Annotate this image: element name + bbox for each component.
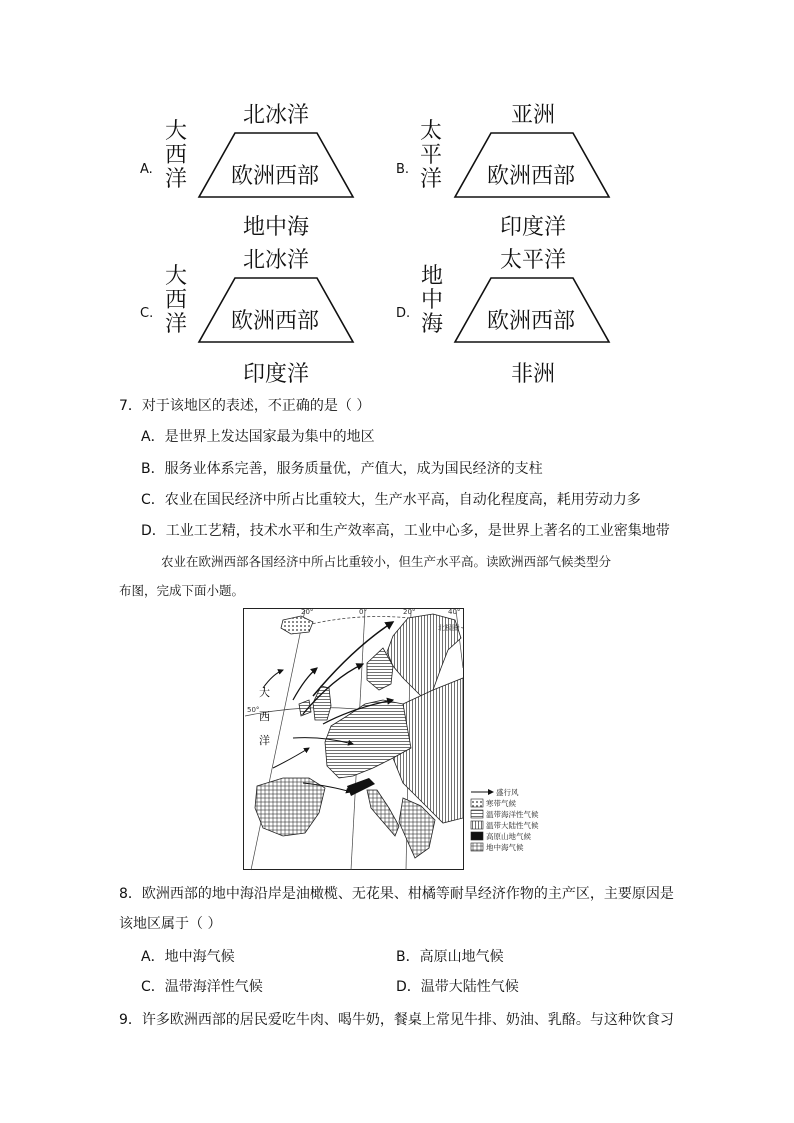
europe-climate-map bbox=[243, 608, 543, 870]
diagram-side-label: 地中海 bbox=[420, 264, 443, 337]
diagram-bottom-label: 地中海 bbox=[243, 215, 310, 240]
horizontal-lines-swatch bbox=[471, 810, 483, 818]
passage-line: 农业在欧洲西部各国经济中所占比重较小，但生产水平高。读欧洲西部气候类型分 bbox=[161, 554, 612, 569]
option-c: C．农业在国民经济中所占比重较大，生产水平高，自动化程度高，耗用劳动力多 bbox=[141, 492, 641, 508]
dotted-swatch bbox=[471, 799, 483, 807]
legend-label: 寒带气候 bbox=[486, 799, 516, 808]
ocean-label: 大 bbox=[259, 686, 270, 699]
option-letter: D. bbox=[396, 306, 411, 321]
diagram-side-label: 大西洋 bbox=[164, 119, 187, 192]
black-swatch bbox=[471, 832, 483, 840]
option-b: B．高原山地气候 bbox=[396, 949, 504, 965]
option-b: B．服务业体系完善，服务质量优，产值大，成为国民经济的支柱 bbox=[141, 461, 543, 477]
longitude-label: 40° bbox=[448, 608, 461, 616]
diagram-center-label: 欧洲西部 bbox=[231, 309, 320, 334]
longitude-label: 0° bbox=[359, 608, 367, 616]
grid-swatch bbox=[471, 843, 483, 851]
passage-line: 布图，完成下面小题。 bbox=[119, 583, 245, 598]
arctic-circle-label: 北极圈 bbox=[438, 624, 459, 632]
legend-label: 温带大陆性气候 bbox=[486, 821, 539, 830]
option-c: C．温带海洋性气候 bbox=[141, 979, 263, 995]
option-letter: B. bbox=[396, 162, 410, 177]
map-graphic bbox=[243, 608, 543, 870]
ocean-label: 洋 bbox=[259, 734, 270, 747]
diagram-bottom-label: 印度洋 bbox=[500, 215, 567, 240]
latitude-label: 50° bbox=[247, 706, 260, 714]
option-letter: C. bbox=[140, 306, 154, 321]
map-legend bbox=[471, 787, 539, 852]
diagram-top-label: 北冰洋 bbox=[243, 248, 310, 273]
legend-label: 盛行风 bbox=[496, 788, 519, 797]
ocean-label: 西 bbox=[259, 710, 270, 723]
diagram-top-label: 亚洲 bbox=[511, 103, 556, 128]
question-stem-continued: 该地区属于（ ） bbox=[119, 916, 222, 932]
longitude-label: 20° bbox=[403, 608, 416, 616]
diagram-bottom-label: 非洲 bbox=[511, 362, 556, 387]
question-stem: 8．欧洲西部的地中海沿岸是油橄榄、无花果、柑橘等耐旱经济作物的主产区，主要原因是 bbox=[119, 886, 674, 902]
diagram-center-label: 欧洲西部 bbox=[231, 164, 320, 189]
vertical-lines-swatch bbox=[471, 821, 483, 829]
diagram-center-label: 欧洲西部 bbox=[487, 309, 576, 334]
question-stem: 9．许多欧洲西部的居民爱吃牛肉、喝牛奶，餐桌上常见牛排、奶油、乳酪。与这种饮食习 bbox=[119, 1012, 674, 1028]
option-letter: A. bbox=[140, 162, 153, 177]
question-stem: 7．对于该地区的表述，不正确的是（ ） bbox=[119, 398, 371, 414]
longitude-label: 20° bbox=[301, 608, 314, 616]
option-a: A．地中海气候 bbox=[141, 949, 235, 965]
option-a: A．是世界上发达国家最为集中的地区 bbox=[141, 429, 375, 445]
diagram-side-label: 大西洋 bbox=[164, 264, 187, 337]
option-d: D．工业工艺精，技术水平和生产效率高，工业中心多，是世界上著名的工业密集地带 bbox=[141, 523, 670, 539]
legend-label: 高原山地气候 bbox=[486, 832, 531, 841]
diagram-top-label: 太平洋 bbox=[500, 248, 567, 273]
option-d: D．温带大陆性气候 bbox=[396, 979, 519, 995]
diagram-side-label: 太平洋 bbox=[419, 119, 442, 192]
diagram-center-label: 欧洲西部 bbox=[487, 164, 576, 189]
diagram-bottom-label: 印度洋 bbox=[243, 362, 310, 387]
diagram-top-label: 北冰洋 bbox=[243, 103, 310, 128]
legend-label: 温带海洋性气候 bbox=[486, 810, 539, 819]
legend-label: 地中海气候 bbox=[486, 843, 524, 852]
